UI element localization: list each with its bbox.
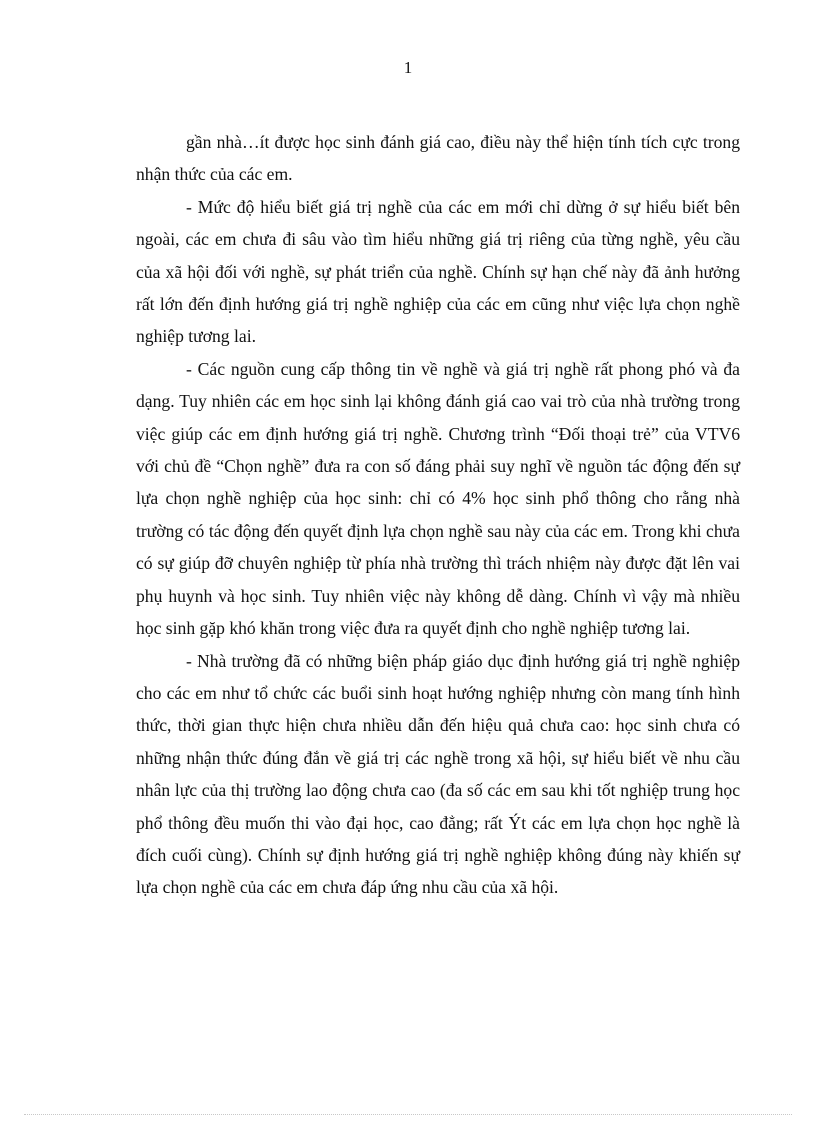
document-body (136, 126, 740, 904)
paragraph-2: - Mức độ hiểu biết giá trị nghề của các em mới chỉ dừng ở sự hiểu biết bên ngoài, các em chưa đi sâu vào tìm hiểu những giá trị riêng của từng nghề, yêu cầu của xã hội đối với nghề, sự phát triển của nghề. Chính sự hạn chế này đã ảnh hưởng rất lớn đến định hướng giá trị nghề nghiệp của các em cũng như việc lựa chọn nghề nghiệp tương lai. (136, 196, 740, 347)
page-bottom-divider (24, 1114, 792, 1115)
page-number: 1 (403, 58, 413, 77)
paragraph-1: gần nhà…ít được học sinh đánh giá cao, điều này thể hiện tính tích cực trong nhận thức của các em. (136, 132, 740, 185)
paragraph-3: - Các nguồn cung cấp thông tin về nghề và giá trị nghề rất phong phó và đa dạng. Tuy nhiên các em học sinh lại không đánh giá cao vai trò của nhà trường trong việc giúp các em định hướng giá trị nghề. Chương trình “Đối thoại trẻ” của VTV6 với chủ đề “Chọn nghề” đưa ra con số đáng phải suy nghĩ về nguồn tác động đến sự lựa chọn nghề nghiệp của học sinh: chỉ có 4% học sinh phổ thông cho rằng nhà trường có tác động đến quyết định lựa chọn nghề sau này của các em. Trong khi chưa có sự giúp đỡ chuyên nghiệp từ phía nhà trường thì trách nhiệm này được đặt lên vai phụ huynh và học sinh. Tuy nhiên việc này không dễ dàng. Chính vì vậy mà nhiều học sinh gặp khó khăn trong việc đưa ra quyết định cho nghề nghiệp tương lai. (136, 358, 740, 639)
paragraph-4: - Nhà trường đã có những biện pháp giáo dục định hướng giá trị nghề nghiệp cho các em như tổ chức các buổi sinh hoạt hướng nghiệp nhưng còn mang tính hình thức, thời gian thực hiện chưa nhiều dẫn đến hiệu quả chưa cao: học sinh chưa có những nhận thức đúng đắn về giá trị các nghề trong xã hội, sự hiểu biết về nhu cầu nhân lực của thị trường lao động chưa cao (đa số các em sau khi tốt nghiệp trung học phổ thông đều muốn thi vào đại học, cao đẳng; rất Ýt các em lựa chọn học nghề là đích cuối cùng). Chính sự định hướng giá trị nghề nghiệp không đúng này khiến sự lựa chọn nghề của các em chưa đáp ứng nhu cầu của xã hội. (136, 650, 740, 898)
